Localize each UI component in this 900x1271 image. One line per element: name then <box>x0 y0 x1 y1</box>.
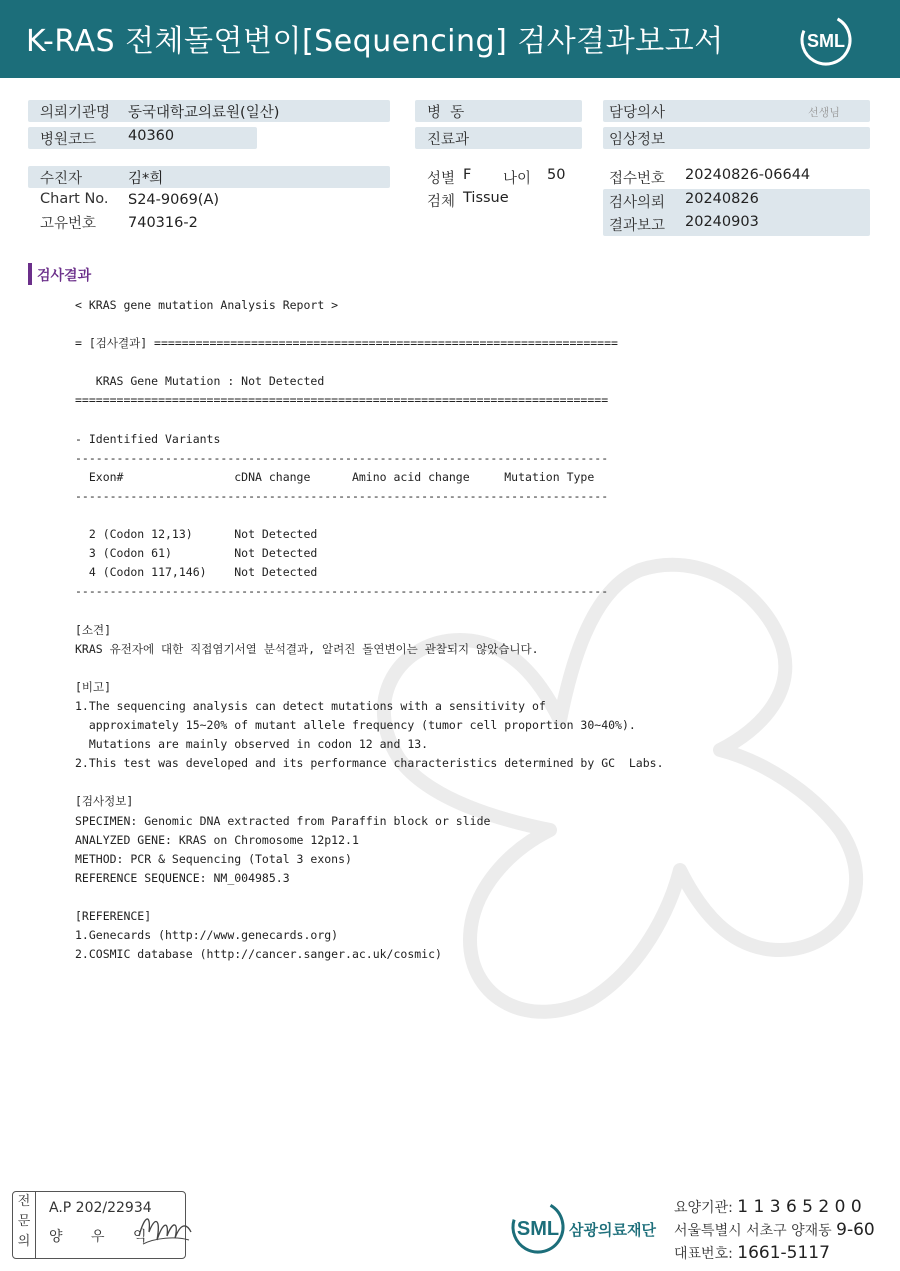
footer-code-value: 1 1 3 6 5 2 0 0 <box>737 1197 862 1217</box>
report-line: 1.The sequencing analysis can detect mutations with a sensitivity of <box>75 698 546 713</box>
footer-phone-value: 1661-5117 <box>737 1243 830 1263</box>
institution-value: 동국대학교의료원(일산) <box>128 105 280 121</box>
report-line: ----------------------------------------------------------------------------- <box>75 488 609 503</box>
id-value: 740316-2 <box>128 215 198 231</box>
institution-label: 의뢰기관명 <box>40 105 111 121</box>
report-line <box>75 773 664 792</box>
sex-value: F <box>463 167 472 183</box>
footer-code-label: 요양기관: <box>674 1200 733 1216</box>
report-line <box>75 315 664 334</box>
specimen-value: Tissue <box>463 190 509 206</box>
age-value: 50 <box>547 167 566 183</box>
report-date-value: 20240903 <box>685 214 759 230</box>
report-line: Exon# cDNA change Amino acid change Mutation Type <box>75 469 595 484</box>
request-value: 20240826 <box>685 191 759 207</box>
chart-value: S24-9069(A) <box>128 192 220 208</box>
footer-code-line <box>674 1197 862 1217</box>
section-title: 검사결과 <box>37 268 92 284</box>
report-line: SPECIMEN: Genomic DNA extracted from Paraffin block or slide <box>75 813 491 828</box>
report-body <box>75 296 664 964</box>
hospital-code-label: 병원코드 <box>40 132 97 148</box>
report-header <box>0 0 900 78</box>
report-line: approximately 15~20% of mutant allele frequency (tumor cell proportion 30~40%). <box>75 718 636 733</box>
stamp-name: 양 우 익 <box>49 1229 159 1245</box>
ward-label: 병 동 <box>427 105 465 121</box>
svg-text:SML: SML <box>516 1218 560 1240</box>
footer-address-label: 서울특별시 서초구 양재동 <box>674 1223 832 1239</box>
report-line: ANALYZED GENE: KRAS on Chromosome 12p12.1 <box>75 832 359 847</box>
report-line: = [검사결과] =================================================================== <box>75 336 618 351</box>
report-line: 3 (Codon 61) Not Detected <box>75 546 318 561</box>
report-title: K-RAS 전체돌연변이[Sequencing] 검사결과보고서 <box>26 24 724 59</box>
svg-text:SML: SML <box>807 31 845 51</box>
patient-row <box>28 166 390 188</box>
sex-label: 성별 <box>427 171 456 187</box>
report-line: Mutations are mainly observed in codon 12 and 13. <box>75 737 429 752</box>
report-line: ----------------------------------------------------------------------------- <box>75 584 609 599</box>
report-line: 2.This test was developed and its performance characteristics determined by GC Labs. <box>75 756 664 771</box>
report-line: - Identified Variants <box>75 431 221 446</box>
report-line <box>75 411 664 430</box>
sml-logo-icon <box>798 12 854 68</box>
footer-sml-logo-icon <box>508 1198 568 1256</box>
hospital-code-value: 40360 <box>128 128 175 144</box>
report-line: [REFERENCE] <box>75 909 152 923</box>
report-line: 4 (Codon 117,146) Not Detected <box>75 565 318 580</box>
report-line: [검사정보] <box>75 794 134 809</box>
report-line: 2.COSMIC database (http://cancer.sanger.ac.uk/cosmic) <box>75 947 442 962</box>
stamp-side <box>13 1192 36 1258</box>
pathologist-stamp <box>12 1191 186 1259</box>
dept-label: 진료과 <box>427 132 470 148</box>
report-line: ----------------------------------------------------------------------------- <box>75 450 609 465</box>
request-label: 검사의뢰 <box>609 195 666 211</box>
specimen-label: 검체 <box>427 194 456 210</box>
stamp-char: 의 <box>17 1234 31 1249</box>
report-line <box>75 506 664 525</box>
receipt-value: 20240826-06644 <box>685 167 811 183</box>
report-line: 2 (Codon 12,13) Not Detected <box>75 527 318 542</box>
footer-phone-line <box>674 1243 830 1263</box>
signature-icon <box>135 1206 195 1250</box>
receipt-label: 접수번호 <box>609 171 666 187</box>
report-line <box>75 888 664 907</box>
stamp-char: 문 <box>17 1214 31 1229</box>
clinical-label: 임상정보 <box>609 132 666 148</box>
chart-label: Chart No. <box>40 191 109 207</box>
footer-address-value: 9-60 <box>836 1220 875 1240</box>
footer-phone-label: 대표번호: <box>674 1246 733 1262</box>
patient-value: 김*희 <box>128 171 164 187</box>
section-marker <box>28 263 32 285</box>
age-label: 나이 <box>503 171 532 187</box>
stamp-char: 전 <box>17 1194 31 1209</box>
report-line: KRAS 유전자에 대한 직접염기서열 분석결과, 알려진 돌연변이는 관찰되지 않았습니다. <box>75 641 539 656</box>
report-line: METHOD: PCR & Sequencing (Total 3 exons) <box>75 851 352 866</box>
stamp-ap: A.P 202/22934 <box>49 1200 152 1216</box>
report-line: ============================================================================= <box>75 393 609 408</box>
footer-address-line <box>674 1220 875 1240</box>
doctor-suffix: 선생님 <box>808 106 840 119</box>
report-line: REFERENCE SEQUENCE: NM_004985.3 <box>75 870 290 885</box>
footer-org-name: 삼광의료재단 <box>569 1221 656 1239</box>
id-label: 고유번호 <box>40 216 97 232</box>
report-line: [비고] <box>75 679 112 694</box>
report-line <box>75 353 664 372</box>
report-line: KRAS Gene Mutation : Not Detected <box>75 374 325 389</box>
report-line <box>75 659 664 678</box>
patient-label: 수진자 <box>40 171 83 187</box>
report-line: < KRAS gene mutation Analysis Report > <box>75 298 339 312</box>
doctor-label: 담당의사 <box>609 105 666 121</box>
report-line: 1.Genecards (http://www.genecards.org) <box>75 928 339 943</box>
report-line <box>75 602 664 621</box>
report-date-label: 결과보고 <box>609 218 666 234</box>
report-line: [소견] <box>75 622 112 637</box>
